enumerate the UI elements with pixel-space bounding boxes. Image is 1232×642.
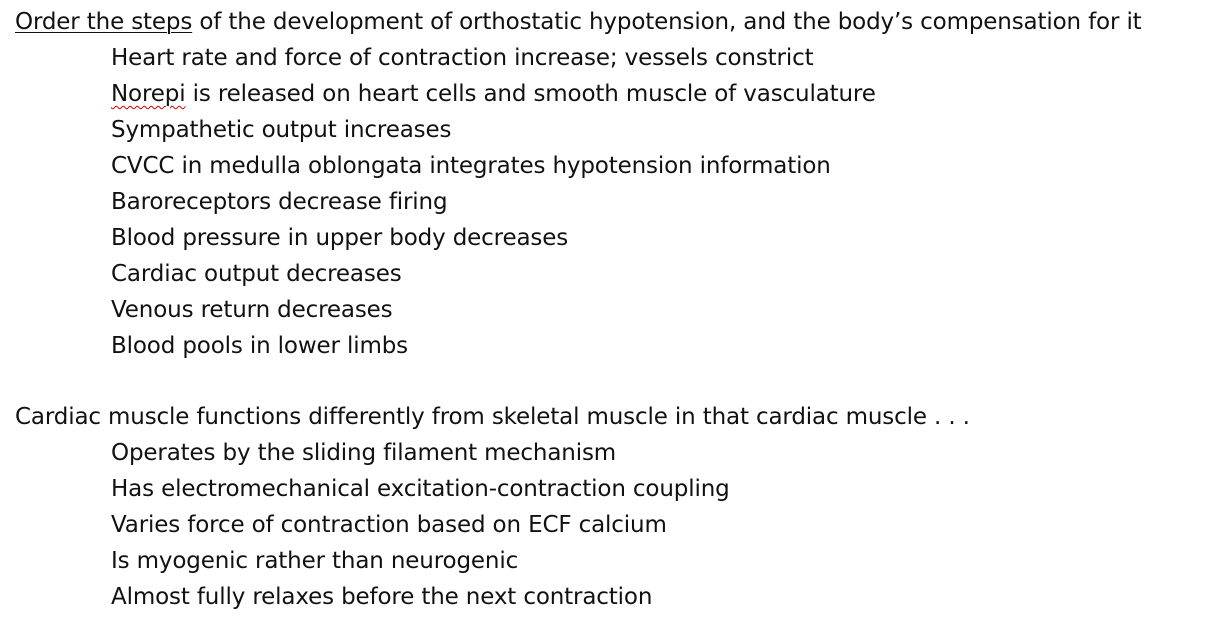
question-1-option: Blood pressure in upper body decreases <box>111 225 569 251</box>
question-1-options <box>15 40 1230 364</box>
spellcheck-flagged-word[interactable]: Norepi <box>111 81 186 107</box>
question-1-option: Blood pools in lower limbs <box>111 333 408 359</box>
question-1-option: Baroreceptors decrease firing <box>111 189 448 215</box>
question-2-option: Almost fully relaxes before the next contraction <box>111 584 653 610</box>
document-body <box>15 4 1230 615</box>
question-2-prompt: Cardiac muscle functions differently from skeletal muscle in that cardiac muscle . . . <box>15 404 970 430</box>
question-2-option: Is myogenic rather than neurogenic <box>111 548 519 574</box>
question-1-option: CVCC in medulla oblongata integrates hypotension information <box>111 153 831 179</box>
question-2-options <box>15 435 1230 615</box>
question-1-underlined-prefix: Order the steps <box>15 9 193 35</box>
question-1-prompt <box>15 4 1230 40</box>
question-2-option: Operates by the sliding filament mechanism <box>111 440 617 466</box>
question-1-option: Sympathetic output increases <box>111 117 452 143</box>
question-2-option: Has electromechanical excitation-contraction coupling <box>111 476 730 502</box>
question-1-option: Cardiac output decreases <box>111 261 402 287</box>
question-1-option-rest: is released on heart cells and smooth muscle of vasculature <box>185 81 876 107</box>
question-1-option: Heart rate and force of contraction increase; vessels constrict <box>111 45 814 71</box>
question-2-option: Varies force of contraction based on ECF calcium <box>111 512 667 538</box>
question-1-option: Venous return decreases <box>111 297 393 323</box>
question-1-prompt-rest: of the development of orthostatic hypotension, and the body’s compensation for it <box>192 9 1142 35</box>
question-1-option <box>111 76 1230 112</box>
paragraph-spacer <box>15 364 1230 399</box>
